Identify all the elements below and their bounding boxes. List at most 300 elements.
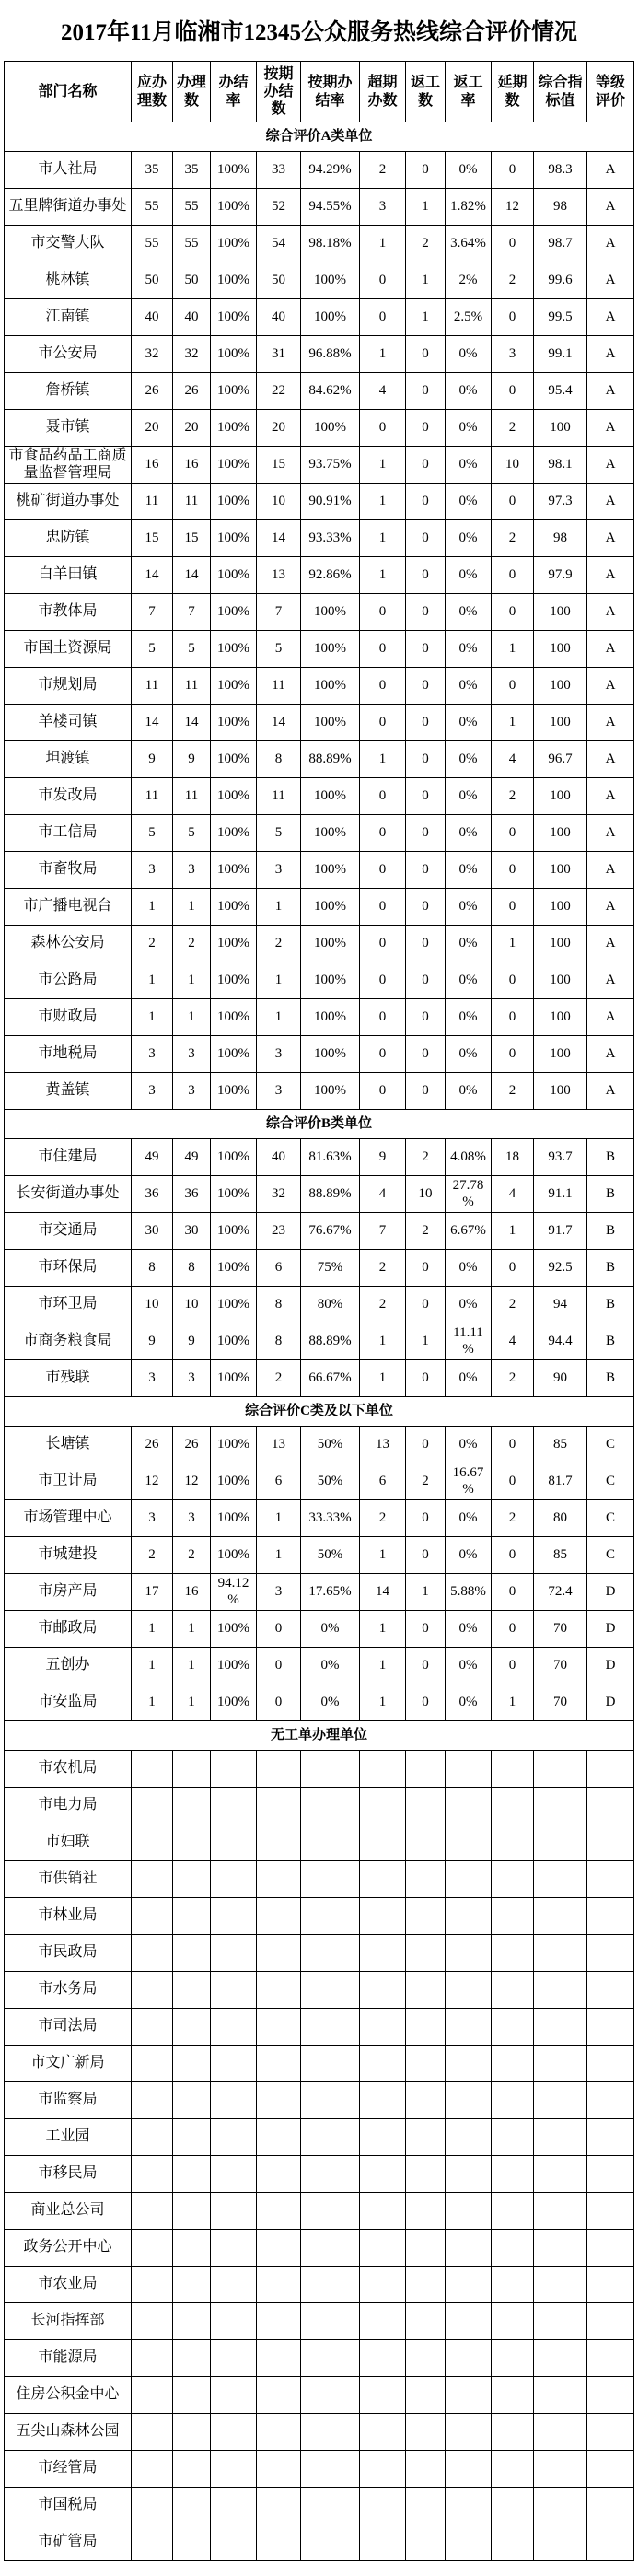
should-handle-cell: 3: [132, 1360, 173, 1396]
overdue-cell: [360, 2303, 406, 2339]
score-cell: [534, 2082, 587, 2118]
ontime-rate-cell: 66.67%: [301, 1360, 360, 1396]
rework-cell: [406, 1898, 446, 1934]
dept-name-cell: 市房产局: [5, 1574, 132, 1610]
should-handle-cell: 26: [132, 373, 173, 409]
handled-cell: 32: [173, 336, 211, 372]
ontime-count-cell: [257, 2267, 301, 2302]
column-header-ontime-count: 按期办结数: [257, 62, 301, 122]
ontime-count-cell: 31: [257, 336, 301, 372]
grade-cell: A: [587, 889, 634, 925]
overdue-cell: [360, 2009, 406, 2045]
overdue-cell: 0: [360, 631, 406, 667]
overdue-cell: [360, 1935, 406, 1971]
rework-rate-cell: [446, 2377, 492, 2413]
score-cell: [534, 1972, 587, 2008]
column-header-ontime-rate: 按期办结率: [301, 62, 360, 122]
score-cell: 100: [534, 926, 587, 962]
table-row: [5, 926, 634, 962]
score-cell: 100: [534, 1073, 587, 1109]
grade-cell: [587, 2488, 634, 2524]
completion-rate-cell: 100%: [211, 1036, 257, 1072]
rework-rate-cell: [446, 1788, 492, 1824]
completion-rate-cell: 100%: [211, 520, 257, 556]
rework-rate-cell: 0%: [446, 1537, 492, 1573]
completion-rate-cell: 100%: [211, 889, 257, 925]
delay-cell: 1: [492, 1213, 534, 1249]
overdue-cell: 1: [360, 1684, 406, 1720]
ontime-rate-cell: 100%: [301, 705, 360, 740]
grade-cell: [587, 1824, 634, 1860]
grade-cell: A: [587, 852, 634, 888]
dept-name-cell: 政务公开中心: [5, 2230, 132, 2266]
dept-name-cell: 市残联: [5, 1360, 132, 1396]
ontime-rate-cell: 100%: [301, 668, 360, 704]
dept-name-cell: 市场管理中心: [5, 1500, 132, 1536]
dept-name-cell: 市财政局: [5, 999, 132, 1035]
dept-name-cell: 市电力局: [5, 1788, 132, 1824]
dept-name-cell: 工业园: [5, 2119, 132, 2155]
delay-cell: [492, 1824, 534, 1860]
score-cell: [534, 2414, 587, 2450]
table-row: [5, 594, 634, 631]
completion-rate-cell: 100%: [211, 962, 257, 998]
delay-cell: [492, 1751, 534, 1787]
grade-cell: D: [587, 1648, 634, 1684]
page-title: 2017年11月临湘市12345公众服务热线综合评价情况: [60, 20, 578, 45]
handled-cell: 2: [173, 1537, 211, 1573]
grade-cell: A: [587, 1073, 634, 1109]
rework-cell: 0: [406, 741, 446, 777]
table-row: [5, 1139, 634, 1176]
ontime-rate-cell: [301, 2156, 360, 2192]
handled-cell: [173, 2046, 211, 2081]
column-header-rework: 返工数: [406, 62, 446, 122]
rework-cell: 2: [406, 1463, 446, 1499]
should-handle-cell: [132, 1824, 173, 1860]
grade-cell: B: [587, 1323, 634, 1359]
rework-cell: 0: [406, 373, 446, 409]
overdue-cell: 0: [360, 962, 406, 998]
rework-rate-cell: 3.64%: [446, 226, 492, 262]
score-cell: 95.4: [534, 373, 587, 409]
ontime-rate-cell: 50%: [301, 1427, 360, 1463]
ontime-rate-cell: 94.55%: [301, 189, 360, 225]
rework-cell: [406, 1935, 446, 1971]
rework-cell: 2: [406, 1213, 446, 1249]
rework-rate-cell: 0%: [446, 410, 492, 446]
should-handle-cell: [132, 2046, 173, 2081]
ontime-rate-cell: 96.88%: [301, 336, 360, 372]
dept-name-cell: 白羊田镇: [5, 557, 132, 593]
delay-cell: [492, 2451, 534, 2487]
overdue-cell: [360, 2230, 406, 2266]
delay-cell: [492, 2340, 534, 2376]
delay-cell: 2: [492, 1073, 534, 1109]
table-row: [5, 1898, 634, 1935]
rework-cell: [406, 2414, 446, 2450]
dept-name-cell: 市民政局: [5, 1935, 132, 1971]
overdue-cell: 2: [360, 1500, 406, 1536]
handled-cell: [173, 1972, 211, 2008]
overdue-cell: 0: [360, 926, 406, 962]
grade-cell: D: [587, 1684, 634, 1720]
overdue-cell: 1: [360, 1323, 406, 1359]
dept-name-cell: 黄盖镇: [5, 1073, 132, 1109]
handled-cell: 9: [173, 1323, 211, 1359]
ontime-rate-cell: [301, 2193, 360, 2229]
completion-rate-cell: 100%: [211, 447, 257, 483]
handled-cell: [173, 1935, 211, 1971]
grade-cell: D: [587, 1611, 634, 1647]
grade-cell: [587, 1935, 634, 1971]
overdue-cell: [360, 2340, 406, 2376]
score-cell: 100: [534, 852, 587, 888]
ontime-rate-cell: 90.91%: [301, 484, 360, 519]
overdue-cell: 14: [360, 1574, 406, 1610]
handled-cell: 16: [173, 1574, 211, 1610]
table-row: [5, 1861, 634, 1898]
score-cell: 100: [534, 999, 587, 1035]
score-cell: [534, 2524, 587, 2560]
ontime-count-cell: [257, 1824, 301, 1860]
ontime-count-cell: 13: [257, 557, 301, 593]
should-handle-cell: [132, 1898, 173, 1934]
ontime-rate-cell: 50%: [301, 1463, 360, 1499]
handled-cell: 15: [173, 520, 211, 556]
dept-name-cell: 市妇联: [5, 1824, 132, 1860]
handled-cell: 49: [173, 1139, 211, 1175]
rework-cell: 2: [406, 1139, 446, 1175]
delay-cell: 0: [492, 299, 534, 335]
ontime-count-cell: 1: [257, 1537, 301, 1573]
should-handle-cell: 20: [132, 410, 173, 446]
ontime-rate-cell: 93.33%: [301, 520, 360, 556]
grade-cell: A: [587, 373, 634, 409]
rework-rate-cell: [446, 2230, 492, 2266]
delay-cell: 2: [492, 1500, 534, 1536]
completion-rate-cell: 100%: [211, 1500, 257, 1536]
score-cell: [534, 1788, 587, 1824]
overdue-cell: [360, 1972, 406, 2008]
should-handle-cell: 1: [132, 889, 173, 925]
should-handle-cell: [132, 2451, 173, 2487]
completion-rate-cell: [211, 1824, 257, 1860]
ontime-count-cell: 23: [257, 1213, 301, 1249]
rework-rate-cell: 0%: [446, 520, 492, 556]
should-handle-cell: 9: [132, 1323, 173, 1359]
ontime-rate-cell: 100%: [301, 852, 360, 888]
ontime-rate-cell: 100%: [301, 999, 360, 1035]
handled-cell: 14: [173, 557, 211, 593]
overdue-cell: [360, 1861, 406, 1897]
overdue-cell: [360, 1751, 406, 1787]
delay-cell: [492, 1972, 534, 2008]
rework-rate-cell: 0%: [446, 1684, 492, 1720]
score-cell: [534, 1824, 587, 1860]
ontime-count-cell: [257, 2377, 301, 2413]
ontime-count-cell: [257, 2156, 301, 2192]
table-row: [5, 1323, 634, 1360]
section-heading-row: [5, 122, 634, 152]
handled-cell: [173, 1788, 211, 1824]
completion-rate-cell: [211, 2082, 257, 2118]
rework-rate-cell: 0%: [446, 336, 492, 372]
grade-cell: B: [587, 1213, 634, 1249]
should-handle-cell: 55: [132, 189, 173, 225]
dept-name-cell: 市公安局: [5, 336, 132, 372]
grade-cell: [587, 2377, 634, 2413]
grade-cell: [587, 2451, 634, 2487]
rework-rate-cell: [446, 1935, 492, 1971]
ontime-count-cell: 52: [257, 189, 301, 225]
dept-name-cell: 长塘镇: [5, 1427, 132, 1463]
overdue-cell: [360, 1824, 406, 1860]
handled-cell: [173, 2082, 211, 2118]
dept-name-cell: 商业总公司: [5, 2193, 132, 2229]
score-cell: [534, 2009, 587, 2045]
grade-cell: A: [587, 484, 634, 519]
table-row: [5, 741, 634, 778]
handled-cell: [173, 1824, 211, 1860]
completion-rate-cell: [211, 2046, 257, 2081]
ontime-count-cell: [257, 2082, 301, 2118]
completion-rate-cell: 100%: [211, 1427, 257, 1463]
rework-rate-cell: [446, 2303, 492, 2339]
table-row: [5, 2451, 634, 2488]
score-cell: 100: [534, 778, 587, 814]
ontime-count-cell: 14: [257, 705, 301, 740]
table-row: [5, 1751, 634, 1788]
ontime-rate-cell: [301, 2414, 360, 2450]
score-cell: 100: [534, 1036, 587, 1072]
table-row: [5, 668, 634, 705]
grade-cell: A: [587, 557, 634, 593]
column-header-completion-rate: 办结率: [211, 62, 257, 122]
overdue-cell: 0: [360, 852, 406, 888]
overdue-cell: [360, 2193, 406, 2229]
ontime-count-cell: 40: [257, 1139, 301, 1175]
delay-cell: [492, 1788, 534, 1824]
ontime-count-cell: [257, 1898, 301, 1934]
rework-rate-cell: 0%: [446, 852, 492, 888]
delay-cell: 0: [492, 1611, 534, 1647]
score-cell: 100: [534, 962, 587, 998]
should-handle-cell: 8: [132, 1250, 173, 1286]
rework-cell: 0: [406, 1537, 446, 1573]
grade-cell: A: [587, 1036, 634, 1072]
table-row: [5, 815, 634, 852]
delay-cell: 0: [492, 1463, 534, 1499]
handled-cell: 16: [173, 447, 211, 483]
dept-name-cell: 市城建投: [5, 1537, 132, 1573]
ontime-rate-cell: 100%: [301, 778, 360, 814]
overdue-cell: [360, 2267, 406, 2302]
completion-rate-cell: [211, 2156, 257, 2192]
ontime-rate-cell: [301, 2267, 360, 2302]
overdue-cell: 2: [360, 1287, 406, 1323]
table-row: [5, 1500, 634, 1537]
dept-name-cell: 市环卫局: [5, 1287, 132, 1323]
column-header-grade: 等级评价: [587, 62, 634, 122]
rework-cell: [406, 2451, 446, 2487]
completion-rate-cell: 100%: [211, 152, 257, 188]
ontime-rate-cell: 88.89%: [301, 1323, 360, 1359]
overdue-cell: [360, 1788, 406, 1824]
delay-cell: [492, 2230, 534, 2266]
delay-cell: [492, 2377, 534, 2413]
ontime-count-cell: [257, 2303, 301, 2339]
grade-cell: C: [587, 1500, 634, 1536]
should-handle-cell: 55: [132, 226, 173, 262]
completion-rate-cell: 100%: [211, 594, 257, 630]
ontime-rate-cell: 100%: [301, 962, 360, 998]
rework-rate-cell: 0%: [446, 557, 492, 593]
table-row: [5, 373, 634, 410]
delay-cell: 0: [492, 815, 534, 851]
score-cell: 98.7: [534, 226, 587, 262]
dept-name-cell: 市水务局: [5, 1972, 132, 2008]
delay-cell: 1: [492, 1684, 534, 1720]
ontime-rate-cell: 100%: [301, 815, 360, 851]
ontime-rate-cell: [301, 2009, 360, 2045]
rework-cell: 0: [406, 815, 446, 851]
ontime-rate-cell: 75%: [301, 1250, 360, 1286]
grade-cell: B: [587, 1250, 634, 1286]
rework-rate-cell: [446, 2451, 492, 2487]
ontime-rate-cell: 80%: [301, 1287, 360, 1323]
score-cell: [534, 1935, 587, 1971]
ontime-count-cell: 5: [257, 815, 301, 851]
ontime-rate-cell: 50%: [301, 1537, 360, 1573]
table-row: [5, 1427, 634, 1463]
rework-rate-cell: 0%: [446, 594, 492, 630]
grade-cell: [587, 2082, 634, 2118]
completion-rate-cell: 100%: [211, 410, 257, 446]
should-handle-cell: 5: [132, 815, 173, 851]
dept-name-cell: 市交通局: [5, 1213, 132, 1249]
should-handle-cell: 1: [132, 1611, 173, 1647]
ontime-rate-cell: 100%: [301, 1073, 360, 1109]
rework-rate-cell: 0%: [446, 741, 492, 777]
score-cell: 70: [534, 1684, 587, 1720]
completion-rate-cell: 100%: [211, 1176, 257, 1212]
score-cell: 94: [534, 1287, 587, 1323]
dept-name-cell: 市交警大队: [5, 226, 132, 262]
dept-name-cell: 市发改局: [5, 778, 132, 814]
completion-rate-cell: [211, 1972, 257, 2008]
rework-cell: 0: [406, 152, 446, 188]
dept-name-cell: 市司法局: [5, 2009, 132, 2045]
should-handle-cell: [132, 2340, 173, 2376]
handled-cell: 55: [173, 189, 211, 225]
rework-rate-cell: 0%: [446, 1611, 492, 1647]
table-row: [5, 889, 634, 926]
overdue-cell: 0: [360, 1073, 406, 1109]
ontime-rate-cell: 88.89%: [301, 1176, 360, 1212]
overdue-cell: 2: [360, 1250, 406, 1286]
should-handle-cell: 17: [132, 1574, 173, 1610]
rework-cell: [406, 2046, 446, 2081]
grade-cell: [587, 1861, 634, 1897]
overdue-cell: 9: [360, 1139, 406, 1175]
ontime-count-cell: 11: [257, 778, 301, 814]
ontime-count-cell: 3: [257, 1036, 301, 1072]
delay-cell: 0: [492, 557, 534, 593]
score-cell: [534, 2340, 587, 2376]
grade-cell: A: [587, 926, 634, 962]
rework-cell: 0: [406, 1684, 446, 1720]
rework-rate-cell: [446, 1751, 492, 1787]
ontime-count-cell: 50: [257, 262, 301, 298]
table-row: [5, 1463, 634, 1500]
rework-rate-cell: 0%: [446, 1360, 492, 1396]
overdue-cell: 0: [360, 889, 406, 925]
rework-cell: [406, 1824, 446, 1860]
completion-rate-cell: [211, 2340, 257, 2376]
score-cell: 100: [534, 631, 587, 667]
ontime-count-cell: 5: [257, 631, 301, 667]
ontime-count-cell: 10: [257, 484, 301, 519]
score-cell: [534, 2193, 587, 2229]
dept-name-cell: 五创办: [5, 1648, 132, 1684]
delay-cell: 0: [492, 152, 534, 188]
rework-cell: [406, 2156, 446, 2192]
grade-cell: A: [587, 152, 634, 188]
delay-cell: 0: [492, 1250, 534, 1286]
handled-cell: [173, 2340, 211, 2376]
rework-rate-cell: [446, 2193, 492, 2229]
rework-rate-cell: 0%: [446, 668, 492, 704]
rework-rate-cell: 0%: [446, 962, 492, 998]
delay-cell: [492, 2082, 534, 2118]
overdue-cell: 0: [360, 262, 406, 298]
delay-cell: 1: [492, 631, 534, 667]
ontime-rate-cell: 93.75%: [301, 447, 360, 483]
grade-cell: [587, 1972, 634, 2008]
table-row: [5, 962, 634, 999]
section-heading: 综合评价A类单位: [5, 122, 634, 151]
ontime-count-cell: 3: [257, 1073, 301, 1109]
dept-name-cell: 市食品药品工商质量监督管理局: [5, 447, 132, 483]
handled-cell: 30: [173, 1213, 211, 1249]
ontime-count-cell: [257, 2230, 301, 2266]
should-handle-cell: 3: [132, 1500, 173, 1536]
ontime-rate-cell: 81.63%: [301, 1139, 360, 1175]
dept-name-cell: 市国土资源局: [5, 631, 132, 667]
ontime-count-cell: [257, 2119, 301, 2155]
delay-cell: 0: [492, 594, 534, 630]
ontime-rate-cell: [301, 2303, 360, 2339]
ontime-rate-cell: 17.65%: [301, 1574, 360, 1610]
dept-name-cell: 市农业局: [5, 2267, 132, 2302]
rework-cell: 0: [406, 557, 446, 593]
should-handle-cell: [132, 2377, 173, 2413]
grade-cell: A: [587, 336, 634, 372]
score-cell: 70: [534, 1648, 587, 1684]
dept-name-cell: 市畜牧局: [5, 852, 132, 888]
delay-cell: [492, 2046, 534, 2081]
rework-rate-cell: 0%: [446, 484, 492, 519]
ontime-count-cell: [257, 1751, 301, 1787]
ontime-rate-cell: [301, 1898, 360, 1934]
rework-cell: 0: [406, 410, 446, 446]
should-handle-cell: 36: [132, 1176, 173, 1212]
completion-rate-cell: 100%: [211, 1360, 257, 1396]
handled-cell: 10: [173, 1287, 211, 1323]
dept-name-cell: 市环保局: [5, 1250, 132, 1286]
rework-cell: [406, 2377, 446, 2413]
